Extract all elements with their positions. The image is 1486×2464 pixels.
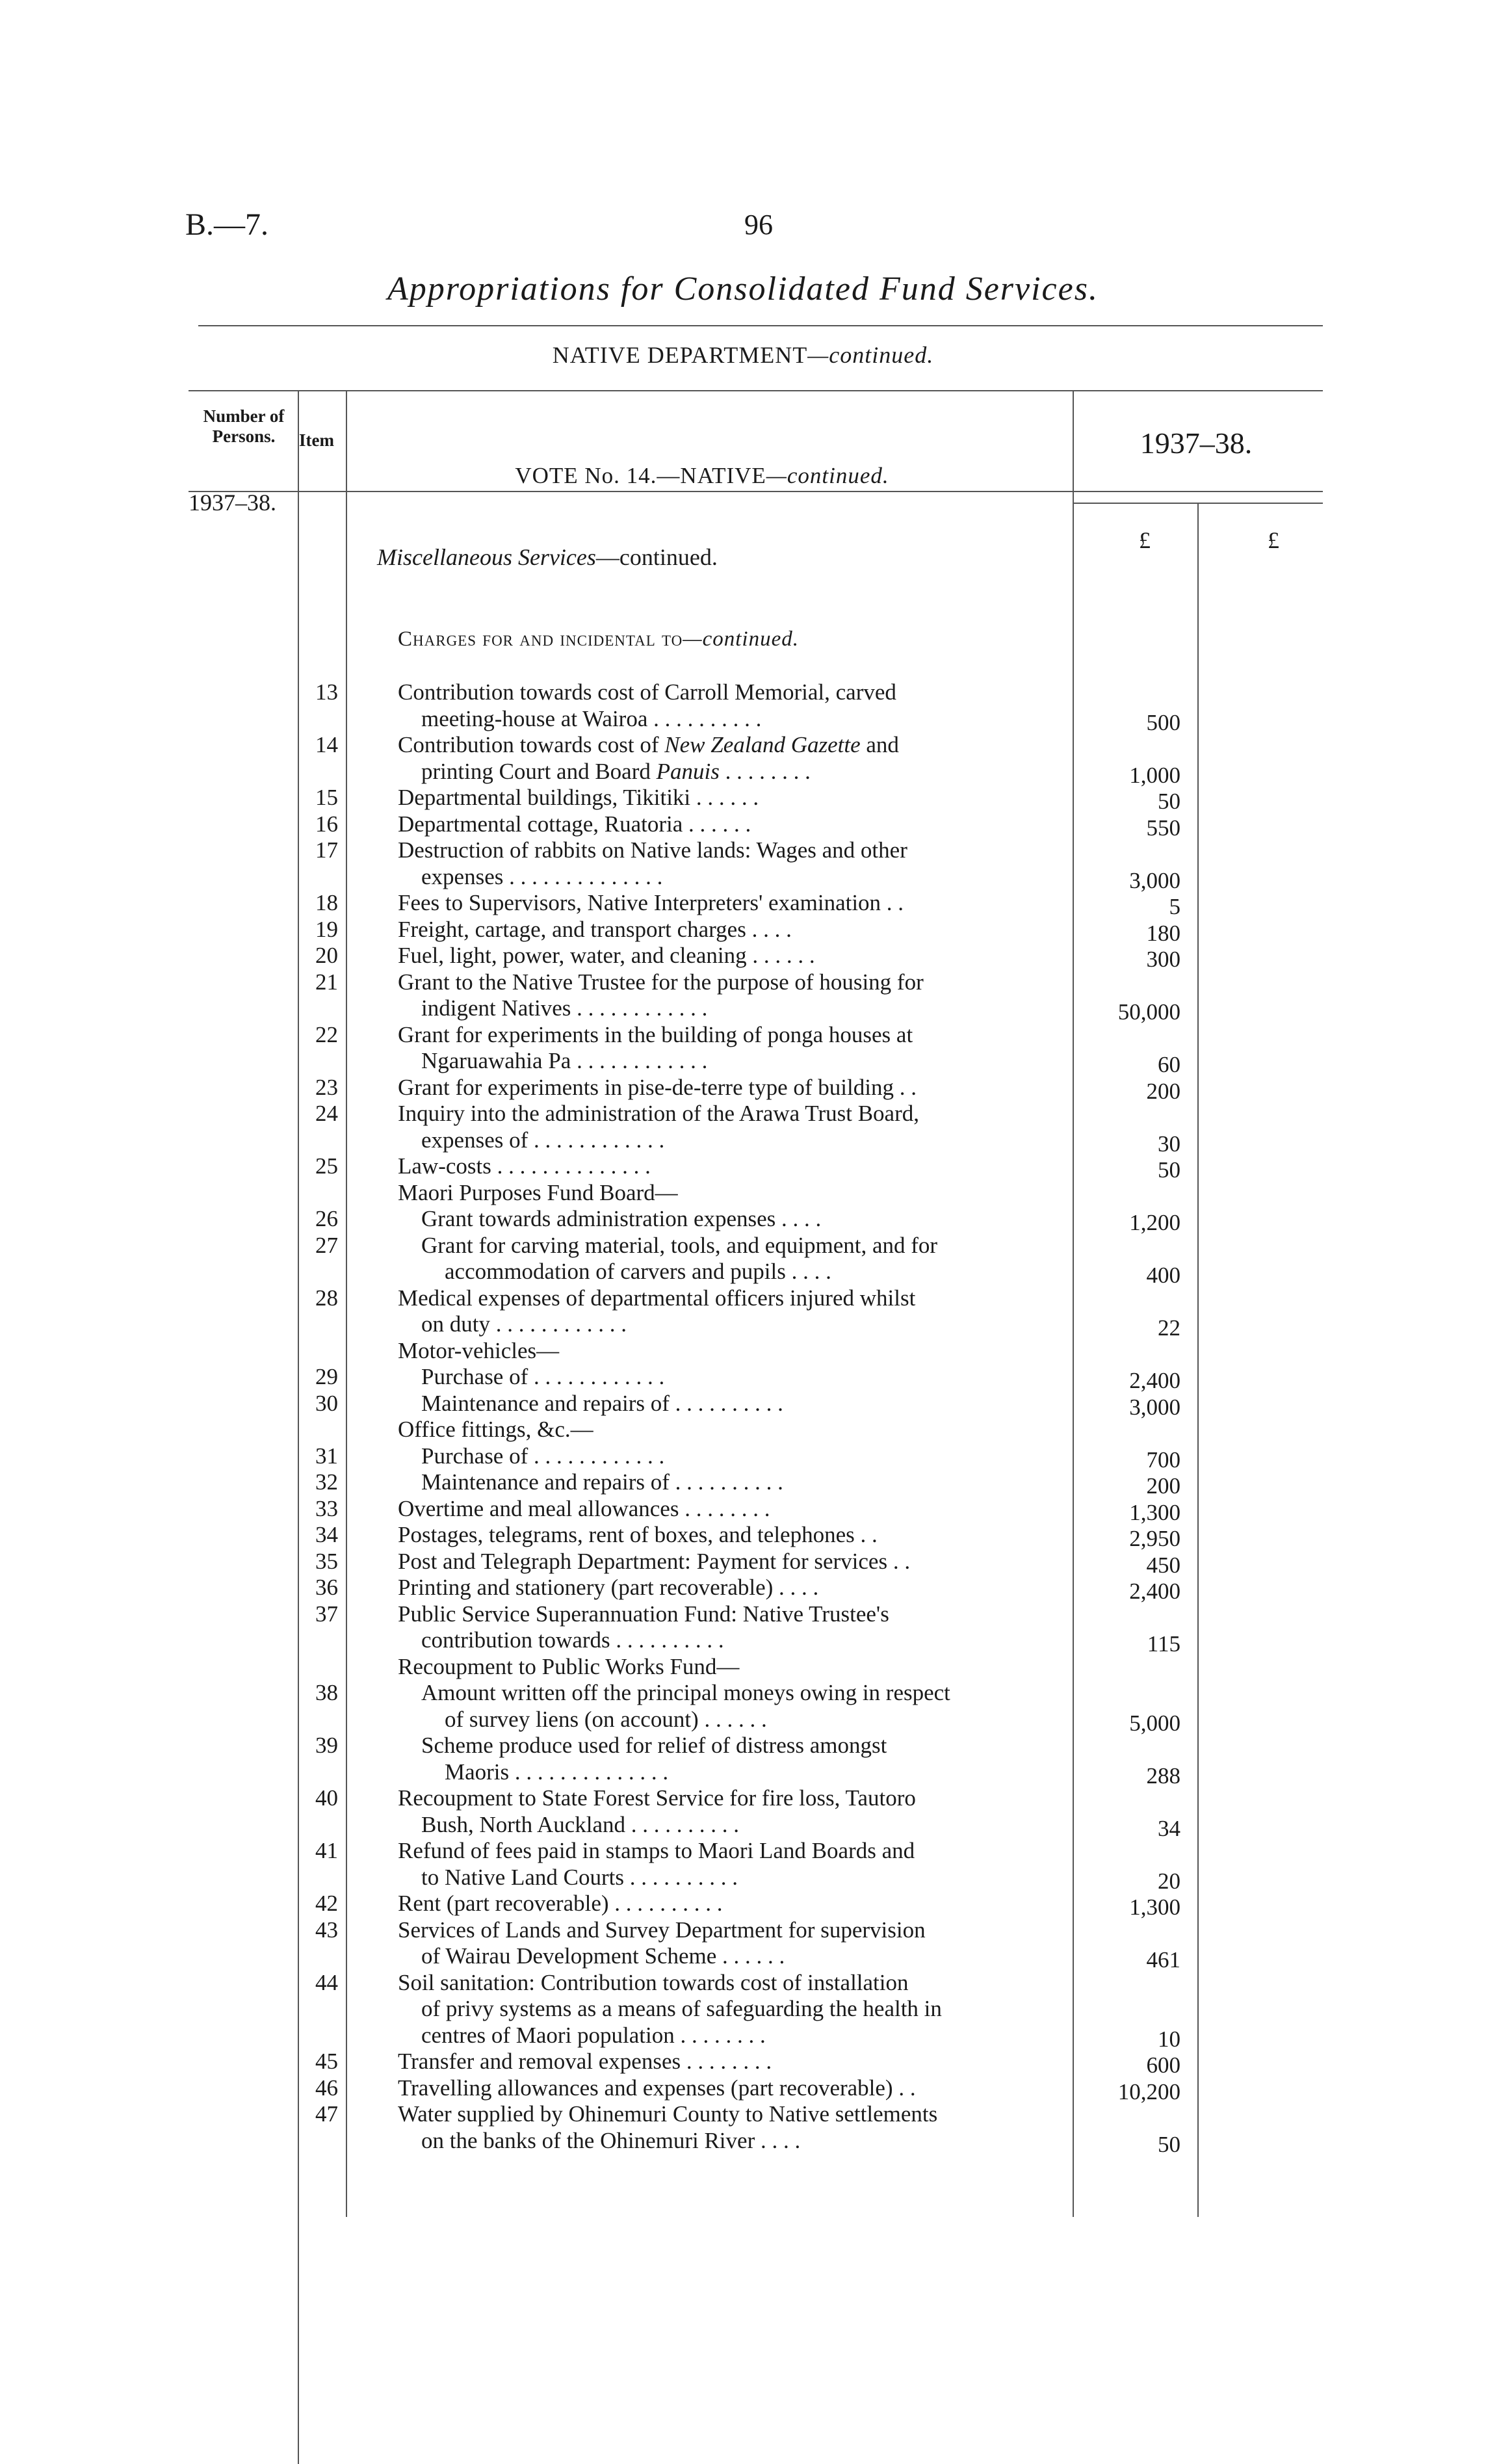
item-description: Overtime and meal allowances . . . . . . . . — [398, 1495, 770, 1521]
department-suffix: —continued. — [807, 342, 934, 368]
amount-value: 461 — [1146, 1947, 1180, 1973]
page-reference: B.—7. — [185, 207, 269, 242]
header-year: 1937–38. — [1140, 426, 1253, 460]
item-description-continued: expenses . . . . . . . . . . . . . . — [421, 863, 663, 889]
amount-value: 600 — [1146, 2052, 1180, 2078]
item-description: Medical expenses of departmental officers injured whilst — [398, 1285, 916, 1311]
amount-value: 500 — [1146, 709, 1180, 735]
item-number: 29 — [315, 1364, 338, 1389]
item-description-continued: on duty . . . . . . . . . . . . — [421, 1311, 627, 1337]
item-description: Grant for experiments in the building of ponga houses at — [398, 1021, 913, 1047]
desc-text: Contribution towards cost of — [398, 732, 665, 757]
amount-value: 20 — [1158, 1868, 1180, 1894]
item-description-continued: expenses of . . . . . . . . . . . . — [421, 1127, 665, 1153]
item-description: Scheme produce used for relief of distress amongst — [421, 1733, 887, 1758]
item-number: 41 — [315, 1838, 338, 1863]
amount-value: 2,950 — [1129, 1526, 1180, 1551]
amount-value: 1,300 — [1129, 1894, 1180, 1920]
vote-title-suffix: —continued. — [766, 463, 889, 488]
item-number: 40 — [315, 1785, 338, 1811]
item-description: Departmental buildings, Tikitiki . . . . . . — [398, 785, 759, 810]
item-description: Travelling allowances and expenses (part recoverable) . . — [398, 2075, 916, 2101]
item-description: Water supplied by Ohinemuri County to Native settlements — [398, 2101, 938, 2127]
amount-value: 3,000 — [1129, 1394, 1180, 1420]
item-description-continued: of Wairau Development Scheme . . . . . . — [421, 1943, 785, 1969]
amount-value: 288 — [1146, 1763, 1180, 1789]
item-description: Transfer and removal expenses . . . . . . . . — [398, 2049, 772, 2074]
item-description: Grant towards administration expenses . . . . — [421, 1206, 822, 1231]
misc-services-title: Miscellaneous Services — [377, 544, 596, 570]
item-description: Maintenance and repairs of . . . . . . . . . . — [421, 1469, 783, 1495]
page-title: Appropriations for Consolidated Fund Services. — [387, 270, 1099, 308]
pound-sign-col2: £ — [1268, 527, 1279, 553]
item-number: 15 — [315, 785, 338, 810]
item-number: 22 — [315, 1021, 338, 1047]
item-description: Purchase of . . . . . . . . . . . . — [421, 1443, 665, 1469]
item-description: Public Service Superannuation Fund: Native Trustee's — [398, 1601, 889, 1627]
amount-value: 5,000 — [1129, 1710, 1180, 1736]
amount-value: 700 — [1146, 1447, 1180, 1473]
item-description-continued: Ngaruawahia Pa . . . . . . . . . . . . — [421, 1048, 708, 1073]
item-description: Grant to the Native Trustee for the purpose of housing for — [398, 969, 924, 995]
amount-value: 200 — [1146, 1078, 1180, 1104]
desc-text: . . . . . . . . — [719, 758, 811, 784]
item-description: Inquiry into the administration of the Arawa Trust Board, — [398, 1101, 919, 1126]
group-heading: Maori Purposes Fund Board— — [398, 1179, 678, 1205]
persons-year-label: 1937–38. — [189, 490, 276, 516]
item-number: 23 — [315, 1074, 338, 1100]
amount-value: 30 — [1158, 1131, 1180, 1157]
item-number: 17 — [315, 837, 338, 863]
amount-value: 10,200 — [1117, 2078, 1180, 2104]
amount-value: 2,400 — [1129, 1579, 1180, 1604]
amount-value: 50 — [1158, 2131, 1180, 2157]
desc-text: and — [860, 732, 899, 757]
group-heading: Motor-vehicles— — [398, 1337, 560, 1363]
table-top-rule — [189, 390, 1323, 391]
item-description: Services of Lands and Survey Department for supervision — [398, 1917, 926, 1943]
item-number: 36 — [315, 1575, 338, 1600]
item-number: 21 — [315, 969, 338, 995]
item-description: Purchase of . . . . . . . . . . . . — [421, 1364, 665, 1389]
item-number: 26 — [315, 1206, 338, 1231]
amount-value: 50 — [1158, 789, 1180, 814]
item-number: 47 — [315, 2101, 338, 2127]
desc-italic-text: Panuis — [656, 758, 720, 784]
item-description-continued — [421, 759, 1054, 785]
amount-value: 10 — [1158, 2026, 1180, 2052]
group-heading: Recoupment to Public Works Fund— — [398, 1653, 740, 1679]
item-number: 44 — [315, 1969, 338, 1995]
amount-value: 50 — [1158, 1157, 1180, 1183]
item-number: 13 — [315, 679, 338, 705]
item-description-continued: of privy systems as a means of safeguarding the health in — [421, 1996, 942, 2021]
item-number: 31 — [315, 1443, 338, 1469]
pound-sign-col1: £ — [1139, 527, 1151, 553]
amount-value: 34 — [1158, 1815, 1180, 1841]
item-description — [398, 732, 1054, 758]
vote-title-text: VOTE No. 14.—NATIVE — [515, 463, 766, 488]
item-description-continued: accommodation of carvers and pupils . . . . — [445, 1259, 831, 1284]
vote-title — [351, 463, 1053, 489]
amount-value: 1,200 — [1129, 1210, 1180, 1235]
item-number: 34 — [315, 1522, 338, 1547]
charges-heading — [398, 627, 799, 651]
item-number: 27 — [315, 1232, 338, 1258]
item-number: 28 — [315, 1285, 338, 1311]
item-description: Maintenance and repairs of . . . . . . . . . . — [421, 1390, 783, 1416]
desc-text: printing Court and Board — [421, 758, 657, 784]
item-description: Grant for experiments in pise-de-terre type of building . . — [398, 1074, 917, 1100]
item-number: 45 — [315, 2049, 338, 2074]
header-item: Item — [299, 430, 334, 450]
col-divider-amount — [1197, 503, 1199, 2217]
item-description-continued: indigent Natives . . . . . . . . . . . . — [421, 995, 708, 1021]
item-description: Postages, telegrams, rent of boxes, and telephones . . — [398, 1522, 878, 1547]
amount-value: 550 — [1146, 815, 1180, 841]
amount-value: 60 — [1158, 1052, 1180, 1077]
item-description: Law-costs . . . . . . . . . . . . . . — [398, 1153, 651, 1179]
misc-services-suffix: —continued. — [595, 544, 718, 570]
item-number: 42 — [315, 1891, 338, 1916]
header-bottom-rule — [189, 491, 1323, 492]
item-description: Departmental cottage, Ruatoria . . . . . . — [398, 811, 751, 837]
item-number: 37 — [315, 1601, 338, 1627]
item-description-continued: to Native Land Courts . . . . . . . . . . — [421, 1864, 738, 1890]
item-number: 14 — [315, 732, 338, 757]
item-description-continued: on the banks of the Ohinemuri River . . . . — [421, 2127, 801, 2153]
item-description: Fuel, light, power, water, and cleaning . . . . . . — [398, 943, 815, 968]
department-heading — [0, 341, 1486, 369]
item-description: Recoupment to State Forest Service for fire loss, Tautoro — [398, 1785, 916, 1811]
item-description: Soil sanitation: Contribution towards cost of installation — [398, 1969, 909, 1995]
item-number: 16 — [315, 811, 338, 837]
item-description-continued: Maoris . . . . . . . . . . . . . . — [445, 1759, 669, 1785]
item-number: 18 — [315, 890, 338, 915]
item-description: Printing and stationery (part recoverable) . . . . — [398, 1575, 819, 1600]
col-divider-description — [1073, 390, 1074, 2217]
item-number: 25 — [315, 1153, 338, 1179]
item-description: Fees to Supervisors, Native Interpreters' examination . . — [398, 890, 904, 915]
amount-value: 450 — [1146, 1552, 1180, 1578]
page-number: 96 — [744, 209, 773, 241]
item-number: 35 — [315, 1548, 338, 1574]
item-description: Refund of fees paid in stamps to Maori Land Boards and — [398, 1838, 915, 1863]
title-rule — [198, 325, 1323, 326]
charges-suffix: —continued. — [683, 627, 799, 651]
item-number: 39 — [315, 1733, 338, 1758]
item-number: 33 — [315, 1495, 338, 1521]
amount-value: 180 — [1146, 920, 1180, 946]
item-description: Amount written off the principal moneys owing in respect — [421, 1680, 950, 1705]
item-description: Contribution towards cost of Carroll Memorial, carved — [398, 679, 896, 705]
group-heading: Office fittings, &c.— — [398, 1417, 593, 1442]
amount-value: 5 — [1169, 894, 1180, 919]
desc-italic-text: New Zealand Gazette — [664, 732, 861, 757]
charges-title: Charges for and incidental to — [398, 627, 683, 651]
item-number: 24 — [315, 1101, 338, 1126]
amount-value: 1,300 — [1129, 1499, 1180, 1525]
item-number: 20 — [315, 943, 338, 968]
col-divider-item — [346, 390, 347, 2217]
amount-value: 400 — [1146, 1263, 1180, 1288]
item-description-continued: contribution towards . . . . . . . . . . — [421, 1627, 724, 1653]
item-number: 43 — [315, 1917, 338, 1943]
item-description-continued: Bush, North Auckland . . . . . . . . . . — [421, 1811, 740, 1837]
item-number: 30 — [315, 1390, 338, 1416]
header-number-of-persons: Number of Persons. — [203, 406, 285, 446]
item-description: Rent (part recoverable) . . . . . . . . . . — [398, 1891, 723, 1916]
amount-value: 115 — [1147, 1631, 1180, 1657]
amount-value: 50,000 — [1117, 999, 1180, 1025]
item-number: 32 — [315, 1469, 338, 1495]
amount-value: 1,000 — [1129, 762, 1180, 788]
amount-value: 3,000 — [1129, 867, 1180, 893]
amount-value: 2,400 — [1129, 1368, 1180, 1393]
item-description-continued: of survey liens (on account) . . . . . . — [445, 1706, 767, 1732]
item-description: Post and Telegraph Department: Payment for services . . — [398, 1548, 911, 1574]
item-description: Grant for carving material, tools, and equipment, and for — [421, 1232, 938, 1258]
item-number: 46 — [315, 2075, 338, 2101]
item-description-continued: centres of Maori population . . . . . . . . — [421, 2022, 766, 2048]
item-number: 19 — [315, 916, 338, 942]
item-description: Destruction of rabbits on Native lands: Wages and other — [398, 837, 907, 863]
item-number: 38 — [315, 1680, 338, 1705]
amount-value: 200 — [1146, 1473, 1180, 1499]
department-name: NATIVE DEPARTMENT — [552, 342, 808, 368]
item-description-continued: meeting-house at Wairoa . . . . . . . . . . — [421, 705, 762, 731]
amount-value: 22 — [1158, 1315, 1180, 1341]
item-description: Freight, cartage, and transport charges . . . . — [398, 916, 792, 942]
misc-services-heading — [377, 544, 718, 571]
amount-value: 300 — [1146, 947, 1180, 972]
